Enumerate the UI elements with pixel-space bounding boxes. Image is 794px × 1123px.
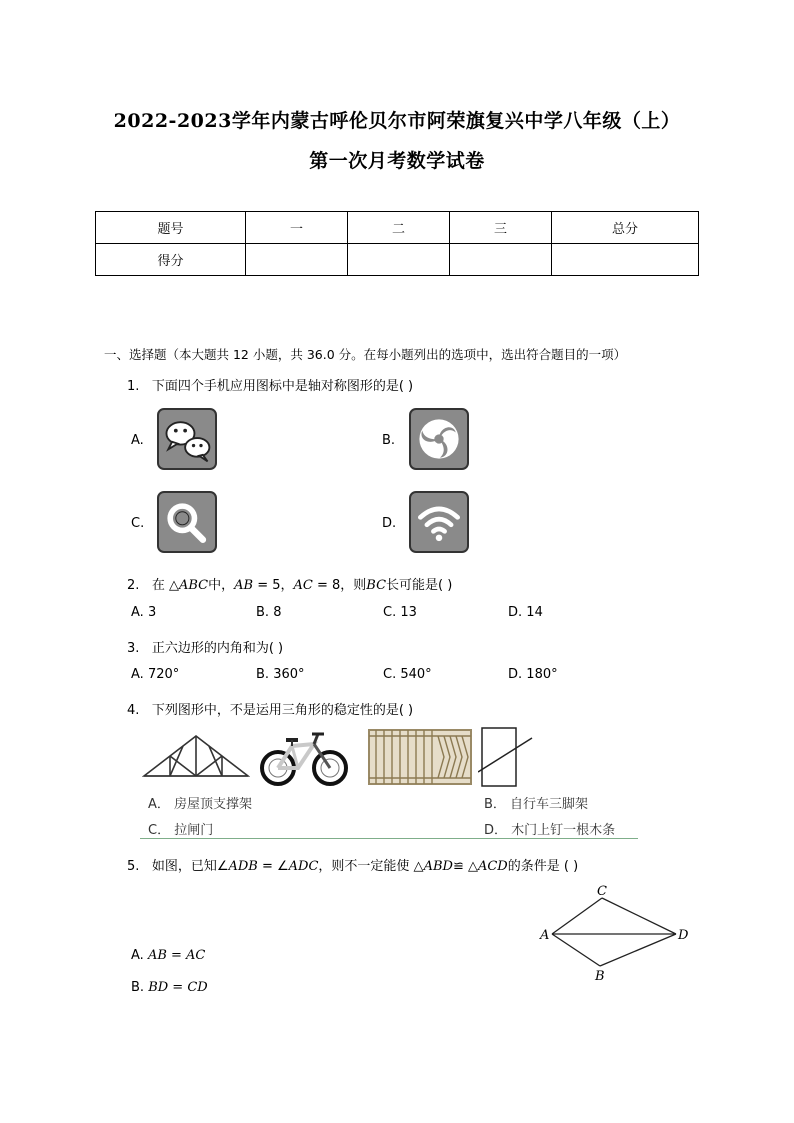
point-label-d: D: [678, 928, 689, 943]
question-number: 2.: [127, 578, 140, 593]
figure-divider: [140, 838, 638, 839]
score-header-cell: 三: [450, 212, 552, 244]
wifi-icon: [409, 491, 469, 553]
option-c: C. 13: [383, 605, 417, 620]
math-term: ADC: [288, 859, 319, 874]
figure-caption-a: A． 房屋顶支撑架: [148, 797, 253, 812]
score-header-cell: 二: [348, 212, 450, 244]
question-4-figure: [140, 722, 640, 840]
question-stem-part: ≌ △: [452, 859, 478, 874]
chat-bubbles-icon: [157, 408, 217, 470]
score-cell: [246, 244, 348, 276]
math-term: BC: [366, 578, 387, 593]
question-stem-part: = ∠: [257, 859, 289, 874]
question-5: [127, 855, 578, 874]
score-header-cell: 题号: [96, 212, 246, 244]
point-label-a: A: [540, 928, 550, 943]
question-number: 3.: [127, 641, 140, 656]
question-2: [127, 574, 452, 593]
score-header-cell: 一: [246, 212, 348, 244]
math-term: AB: [234, 578, 254, 593]
question-stem-part: ，则不一定能使 △: [318, 859, 424, 874]
swirl-icon: [409, 408, 469, 470]
option-label: C.: [131, 516, 145, 531]
question-number: 5.: [127, 859, 140, 874]
question-stem-part: 中，: [208, 578, 235, 593]
option-d: D. 180°: [508, 667, 558, 682]
question-stem-part: 如图，已知∠: [151, 859, 229, 874]
math-term: ABD: [423, 859, 453, 874]
exam-title-line1: 2022-2023学年内蒙古呼伦贝尔市阿荣旗复兴中学八年级（上）: [113, 110, 681, 132]
magnifier-icon: [157, 491, 217, 553]
math-term: ACD: [477, 859, 508, 874]
option-b: B. BD = CD: [131, 980, 208, 995]
option-b: B. 8: [256, 605, 282, 620]
option-label: A.: [131, 433, 144, 448]
option-b: B. 360°: [256, 667, 305, 682]
question-stem-part: 在 △: [151, 578, 179, 593]
score-cell: [450, 244, 552, 276]
question-number: 1.: [127, 379, 140, 394]
folding-gate-image: [368, 728, 472, 786]
point-label-b: B: [595, 969, 605, 984]
question-4: [127, 699, 413, 718]
option-a: A. 3: [131, 605, 157, 620]
question-stem-part: = 8，则: [312, 578, 367, 593]
point-label-c: C: [597, 884, 607, 899]
question-1: [127, 375, 413, 394]
score-header-cell: 总分: [552, 212, 699, 244]
option-a: A. AB = AC: [131, 948, 206, 963]
section-heading: 一、选择题（本大题共 12 小题，共 36.0 分。在每小题列出的选项中，选出符合题目的一项）: [104, 347, 627, 362]
exam-title-line2: 第一次月考数学试卷: [309, 150, 485, 172]
roof-truss-image: [142, 732, 250, 780]
question-3: [127, 637, 283, 656]
option-c: C. 540°: [383, 667, 432, 682]
question-number: 4.: [127, 703, 140, 718]
door-with-bar-image: [478, 724, 534, 790]
score-row-label: 得分: [96, 244, 246, 276]
figure-caption-d: D． 木门上钉一根木条: [484, 823, 616, 838]
math-term: AC: [293, 578, 313, 593]
option-label: D.: [382, 516, 397, 531]
question-stem-part: 的条件是 ( ): [507, 859, 579, 874]
figure-caption-b: B． 自行车三脚架: [484, 797, 589, 812]
option-label: B.: [382, 433, 396, 448]
question-stem: 下列图形中，不是运用三角形的稳定性的是( ): [151, 703, 414, 718]
question-stem-part: 长可能是( ): [386, 578, 453, 593]
quadrilateral-figure: [536, 880, 696, 986]
score-table-header-row: [96, 212, 699, 244]
score-table: [95, 211, 699, 276]
figure-caption-c: C． 拉闸门: [148, 823, 214, 838]
option-a: A. 720°: [131, 667, 180, 682]
math-term: ADB: [228, 859, 258, 874]
question-stem: 下面四个手机应用图标中是轴对称图形的是( ): [151, 379, 414, 394]
score-table-row: [96, 244, 699, 276]
option-d: D. 14: [508, 605, 543, 620]
score-cell: [348, 244, 450, 276]
question-stem: 正六边形的内角和为( ): [151, 641, 284, 656]
question-stem-part: = 5，: [253, 578, 294, 593]
bicycle-image: [256, 728, 352, 786]
math-term: ABC: [178, 578, 209, 593]
score-cell: [552, 244, 699, 276]
